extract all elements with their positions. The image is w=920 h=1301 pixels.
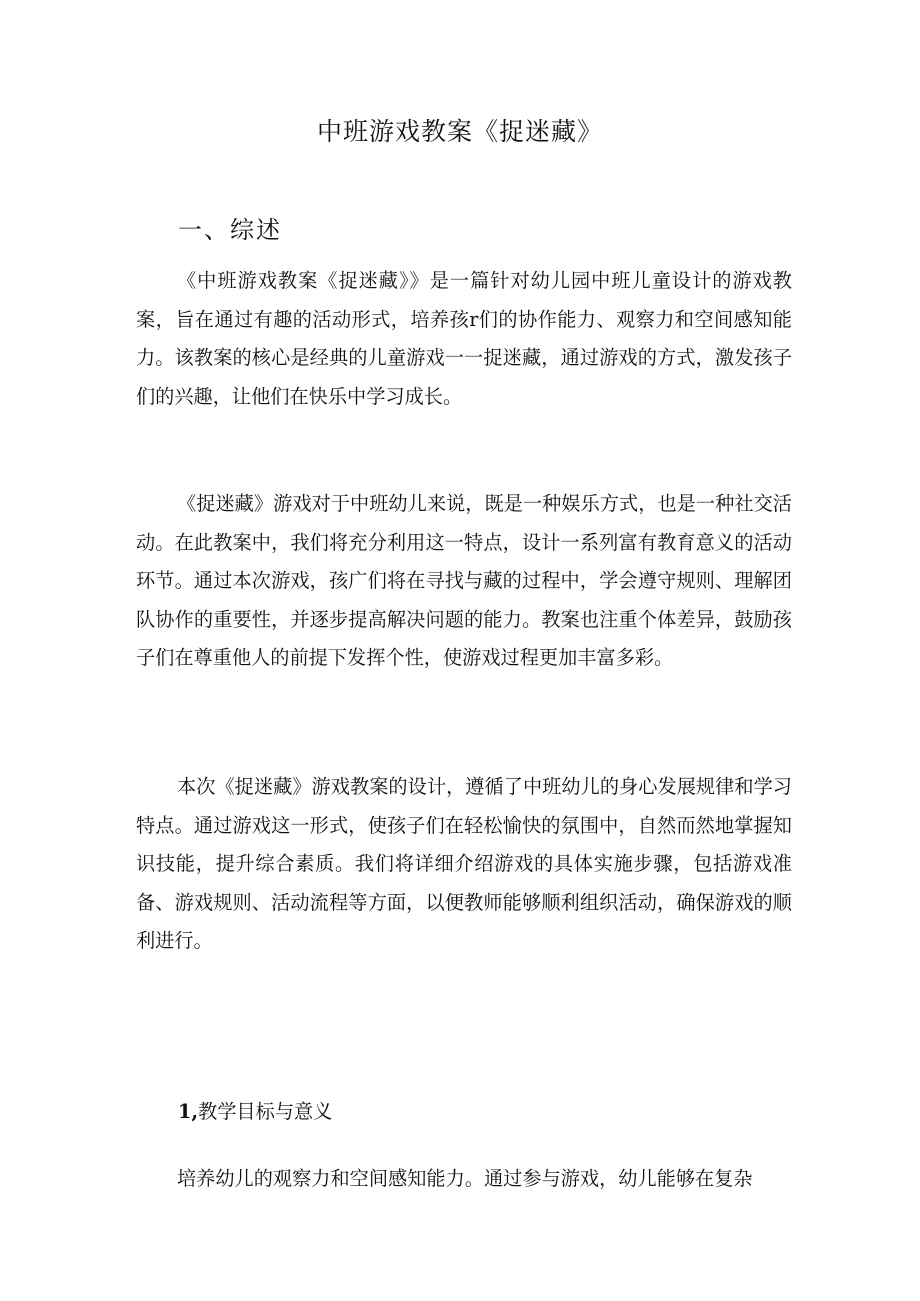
subheading-text: 教学目标与意义 bbox=[198, 1100, 333, 1123]
document-title: 中班游戏教案《捉迷藏》 bbox=[316, 117, 603, 146]
body-paragraph-3: 本次《捉迷藏》游戏教案的设计，遵循了中班幼儿的身心发展规律和学习特点。通过游戏这一形式，使孩子们在轻松愉快的氛围中，自然而然地掌握知识技能，提升综合素质。我们将详细介绍游戏的具体实施步骤，包括游戏准备、游戏规则、活动流程等方面，以便教师能够顺利组织活动，确保游戏的顺利进行。 bbox=[136, 775, 792, 952]
subheading-teaching-goals bbox=[178, 1094, 332, 1130]
body-paragraph-1: 《中班游戏教案《捉迷藏》》是一篇针对幼儿园中班儿童设计的游戏教案，旨在通过有趣的活动形式，培养孩r们的协作能力、观察力和空间感知能力。该教案的核心是经典的儿童游戏一一捉迷藏，通过游戏的方式，激发孩子们的兴趣，让他们在快乐中学习成长。 bbox=[136, 269, 792, 408]
body-paragraph-2: 《捉迷藏》游戏对于中班幼儿来说，既是一种娱乐方式，也是一种社交活动。在此教案中，我们将充分利用这一特点，设计一系列富有教育意义的活动环节。通过本次游戏，孩广们将在寻找与藏的过程中，学会遵守规则、理解团队协作的重要性，并逐步提高解决问题的能力。教案也注重个体差异，鼓励孩子们在尊重他人的前提下发挥个性，使游戏过程更加丰富多彩。 bbox=[136, 492, 792, 669]
subheading-number: 1, bbox=[178, 1100, 199, 1123]
body-paragraph-4: 培养幼儿的观察力和空间感知能力。通过参与游戏，幼儿能够在复杂 bbox=[177, 1167, 753, 1190]
section-heading-overview: 一、综述 bbox=[178, 216, 282, 244]
